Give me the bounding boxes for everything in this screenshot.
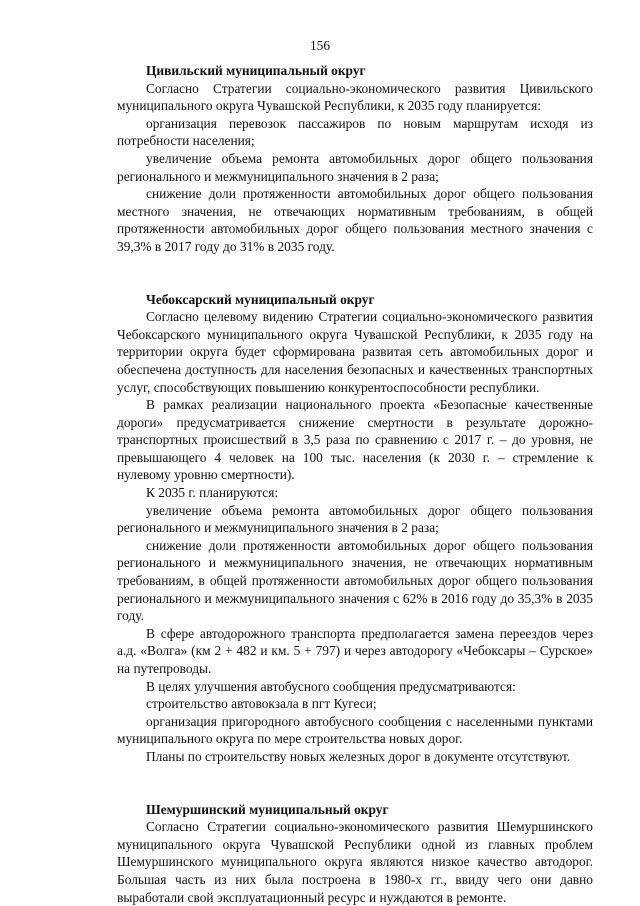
paragraph: Согласно целевому видению Стратегии социально-экономического развития Чебоксарского муниципального округа Чувашской Республики, к 2035 году на территории округа будет сформирована развитая сеть автомобильных дорог и обеспечена доступность для населения безопасных и качественных транспортных услуг, способствующих повышению конкурентоспособности республики.: [117, 309, 593, 395]
section-title: Цивильский муниципальный округ: [146, 63, 366, 78]
paragraph: снижение доли протяженности автомобильных дорог общего пользования регионального и межмуниципального значения, не отвечающих нормативным требованиям, в общей протяженности автомобильных дорог общего пользования регионального и межмуниципального значения с 62% в 2016 году до 35,3% в 2035 году.: [117, 537, 593, 624]
paragraph: увеличение объема ремонта автомобильных дорог общего пользования регионального и межмуниципального значения в 2 раза;: [117, 502, 593, 536]
paragraph: В рамках реализации национального проекта «Безопасные качественные дороги» предусматривается снижение смертности в результате дорожно-транспортных происшествий в 3,5 раза по сравнению с 2017 г. – до уровня, не превышающего 4 человек на 100 тыс. населения (к 2030 г. – стремление к нулевому уровню смертности).: [117, 397, 593, 483]
paragraph: В сфере автодорожного транспорта предполагается замена переездов через а.д. «Волга» (км 2 + 482 и км. 5 + 797) и через автодорогу «Чебоксары – Сурское» на путепроводы.: [117, 625, 593, 676]
paragraph: увеличение объема ремонта автомобильных дорог общего пользования регионального и межмуниципального значения в 2 раза;: [117, 150, 593, 184]
section-tsivilsky: [117, 62, 593, 256]
paragraph: В целях улучшения автобусного сообщения предусматриваются:: [146, 678, 516, 694]
section-title: Шемуршинский муниципальный округ: [146, 801, 389, 817]
page-number: 156: [309, 38, 331, 53]
section-shemurshinsky: [117, 801, 593, 906]
paragraph: К 2035 г. планируются:: [146, 485, 279, 501]
section-title: Чебоксарский муниципальный округ: [146, 291, 375, 307]
section-cheboksarsky: [117, 291, 593, 766]
document-body: [117, 62, 593, 906]
paragraph: организация перевозок пассажиров по новым маршрутам исходя из потребности населения;: [117, 115, 593, 149]
paragraph: Согласно Стратегии социально-экономического развития Шемуршинского муниципального округа Чувашской Республики одной из главных проблем Шемуршинского муниципального округа являются низкое качество автодорог. Большая часть из них была построена в 1980-х гг., ввиду чего они давно выработали свой эксплуатационный ресурс и нуждаются в ремонте.: [117, 819, 593, 905]
paragraph: Согласно Стратегии социально-экономического развития Цивильского муниципального округа Чувашской Республики, к 2035 году планируется:: [117, 80, 593, 114]
paragraph: снижение доли протяженности автомобильных дорог общего пользования местного значения, не отвечающих нормативным требованиям, в общей протяженности автомобильных дорог общего пользования местного значения с 39,3% в 2017 году до 31% в 2035 году.: [117, 186, 593, 254]
paragraph: организация пригородного автобусного сообщения с населенными пунктами муниципального округа по мере строительства новых дорог.: [117, 713, 593, 747]
paragraph: Планы по строительству новых железных дорог в документе отсутствуют.: [146, 748, 571, 764]
paragraph: строительство автовокзала в пгт Кугеси;: [146, 696, 377, 712]
